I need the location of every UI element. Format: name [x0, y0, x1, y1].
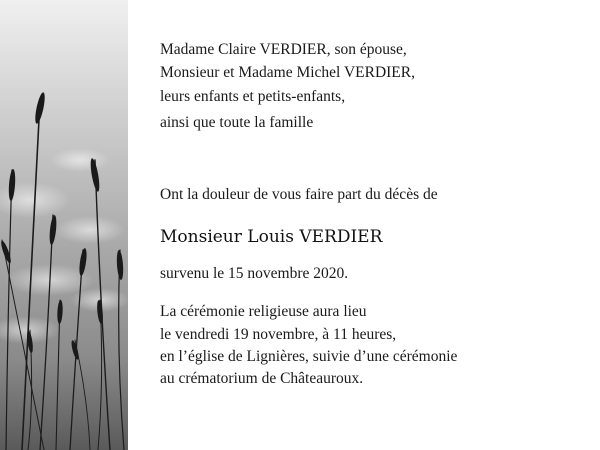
family-line-3: leurs enfants et petits-enfants,	[160, 88, 346, 105]
announcement-line: Ont la douleur de vous faire part du décès de	[160, 186, 438, 203]
ceremony-line-2: le vendredi 19 novembre, à 11 heures,	[160, 326, 397, 343]
death-date-line: survenu le 15 novembre 2020.	[160, 265, 349, 282]
deceased-name: Monsieur Louis VERDIER	[160, 227, 383, 247]
family-line-2: Monsieur et Madame Michel VERDIER,	[160, 64, 415, 81]
ceremony-line-1: La cérémonie religieuse aura lieu	[160, 303, 367, 320]
family-line-4: ainsi que toute la famille	[160, 114, 314, 131]
ceremony-line-3: en l’église de Lignières, suivie d’une cérémonie	[160, 348, 458, 365]
family-line-1: Madame Claire VERDIER, son épouse,	[160, 41, 407, 58]
grass-stems-photo	[0, 0, 128, 450]
ceremony-line-4: au crématorium de Châteauroux.	[160, 370, 364, 387]
